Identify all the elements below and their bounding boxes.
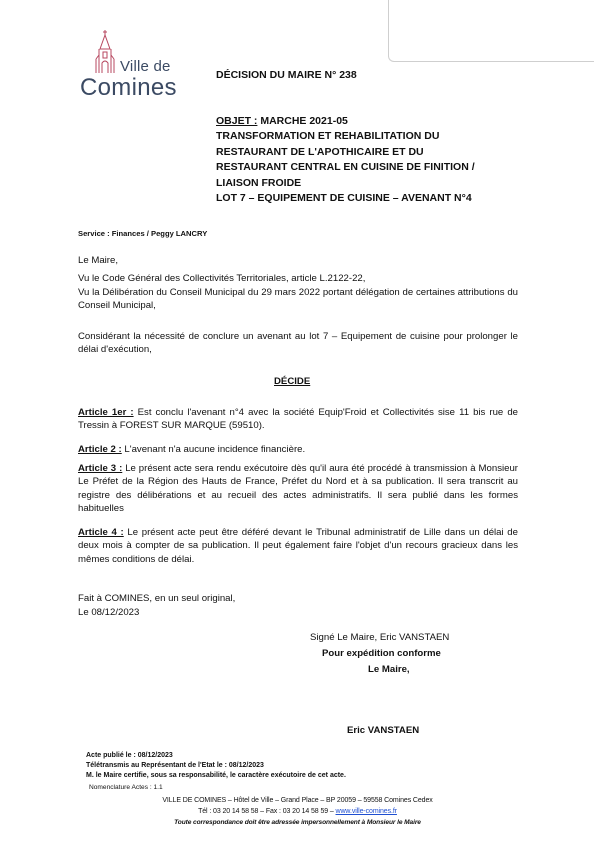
vu-deliberation: Vu la Délibération du Conseil Municipal du 29 mars 2022 portant délégation de certaines attributions du Conseil Municipal, [78,287,518,312]
article-3-label: Article 3 : [78,463,123,474]
article-3-text: Le présent acte sera rendu exécutoire dès qu'il aura été procédé à transmission à Monsieur Le Préfet de la Région des Hauts de France, Préfet du Nord et à sa publication. Il sera transcrit au registre des délibérations et au recueil des actes administratifs. Il sera publié dans les formes habituelles [78,463,518,515]
website-link[interactable]: www.ville-comines.fr [335,808,397,815]
footer-notice: Toute correspondance doit être adressée impersonnellement à Monsieur le Maire [174,819,421,826]
decide-heading: DÉCIDE [274,376,311,387]
objet-line: LOT 7 – EQUIPEMENT DE CUISINE – AVENANT N°4 [216,192,472,205]
article-2-label: Article 2 : [78,444,122,455]
vu-code-general: Vu le Code Général des Collectivités Territoriales, article L.2122-22, [78,273,366,284]
considerant-paragraph: Considérant la nécessité de conclure un avenant au lot 7 – Equipement de cuisine pour prolonger le délai d'exécution, [78,331,518,356]
objet-line: TRANSFORMATION ET REHABILITATION DU [216,130,440,143]
footer-publie: Acte publié le : 08/12/2023 [86,752,173,759]
signature-name: Eric VANSTAEN [347,725,420,736]
objet-line [216,114,536,129]
article-2-text: L'avenant n'a aucune incidence financière. [121,444,306,455]
objet-line: RESTAURANT DE L'APOTHICAIRE ET DU [216,145,424,158]
article-3 [78,462,518,516]
article-1 [78,406,518,433]
article-4-text: Le présent acte peut être déféré devant le Tribunal administratif de Lille dans un délai de deux mois à compter de sa publication. Il peut également faire l'objet d'un recours gracieux dans les mêmes conditions de délai. [78,527,518,565]
city-logo [80,26,200,110]
objet-block [216,114,536,206]
objet-line: LIAISON FROIDE [216,176,302,189]
decision-title: DÉCISION DU MAIRE N° 238 [216,69,357,81]
article-2 [78,443,518,456]
signature-expedition: Pour expédition conforme [322,648,441,659]
decision-date: Le 08/12/2023 [78,607,140,618]
logo-text-ville: Ville de [120,58,171,75]
footer-nomenclature: Nomenclature Actes : 1.1 [89,784,163,791]
footer-phone: Tél : 03 20 14 58 58 – Fax : 03 20 14 58 59 – [198,808,336,815]
objet-line: RESTAURANT CENTRAL EN CUISINE DE FINITION / [216,161,475,174]
footer-teletransmis: Télétransmis au Représentant de l'Etat le : 08/12/2023 [86,762,264,769]
logo-text-comines: Comines [80,74,177,101]
church-tower-icon [93,29,117,75]
stamp-box [388,0,594,62]
signature-maire: Le Maire, [368,664,410,675]
footer-certifie: M. le Maire certifie, sous sa responsabilité, le caractère exécutoire de cet acte. [86,772,346,779]
service-line: Service : Finances / Peggy LANCRY [78,229,208,238]
article-4-label: Article 4 : [78,527,124,538]
article-4 [78,526,518,566]
objet-marche: MARCHE 2021-05 [260,115,348,127]
footer-contact [0,808,595,815]
signature-signe: Signé Le Maire, Eric VANSTAEN [310,632,450,643]
article-1-label: Article 1er : [78,407,134,418]
article-1-text: Est conclu l'avenant n°4 avec la société Equip'Froid et Collectivités sise 11 bis rue de Tressin à FOREST SUR MARQUE (59510). [78,407,518,432]
le-maire-heading: Le Maire, [78,255,118,266]
footer-address: VILLE DE COMINES – Hôtel de Ville – Grand Place – BP 20059 – 59558 Comines Cedex [162,797,433,804]
fait-a-comines: Fait à COMINES, en un seul original, [78,593,236,604]
objet-label: OBJET : [216,115,258,127]
